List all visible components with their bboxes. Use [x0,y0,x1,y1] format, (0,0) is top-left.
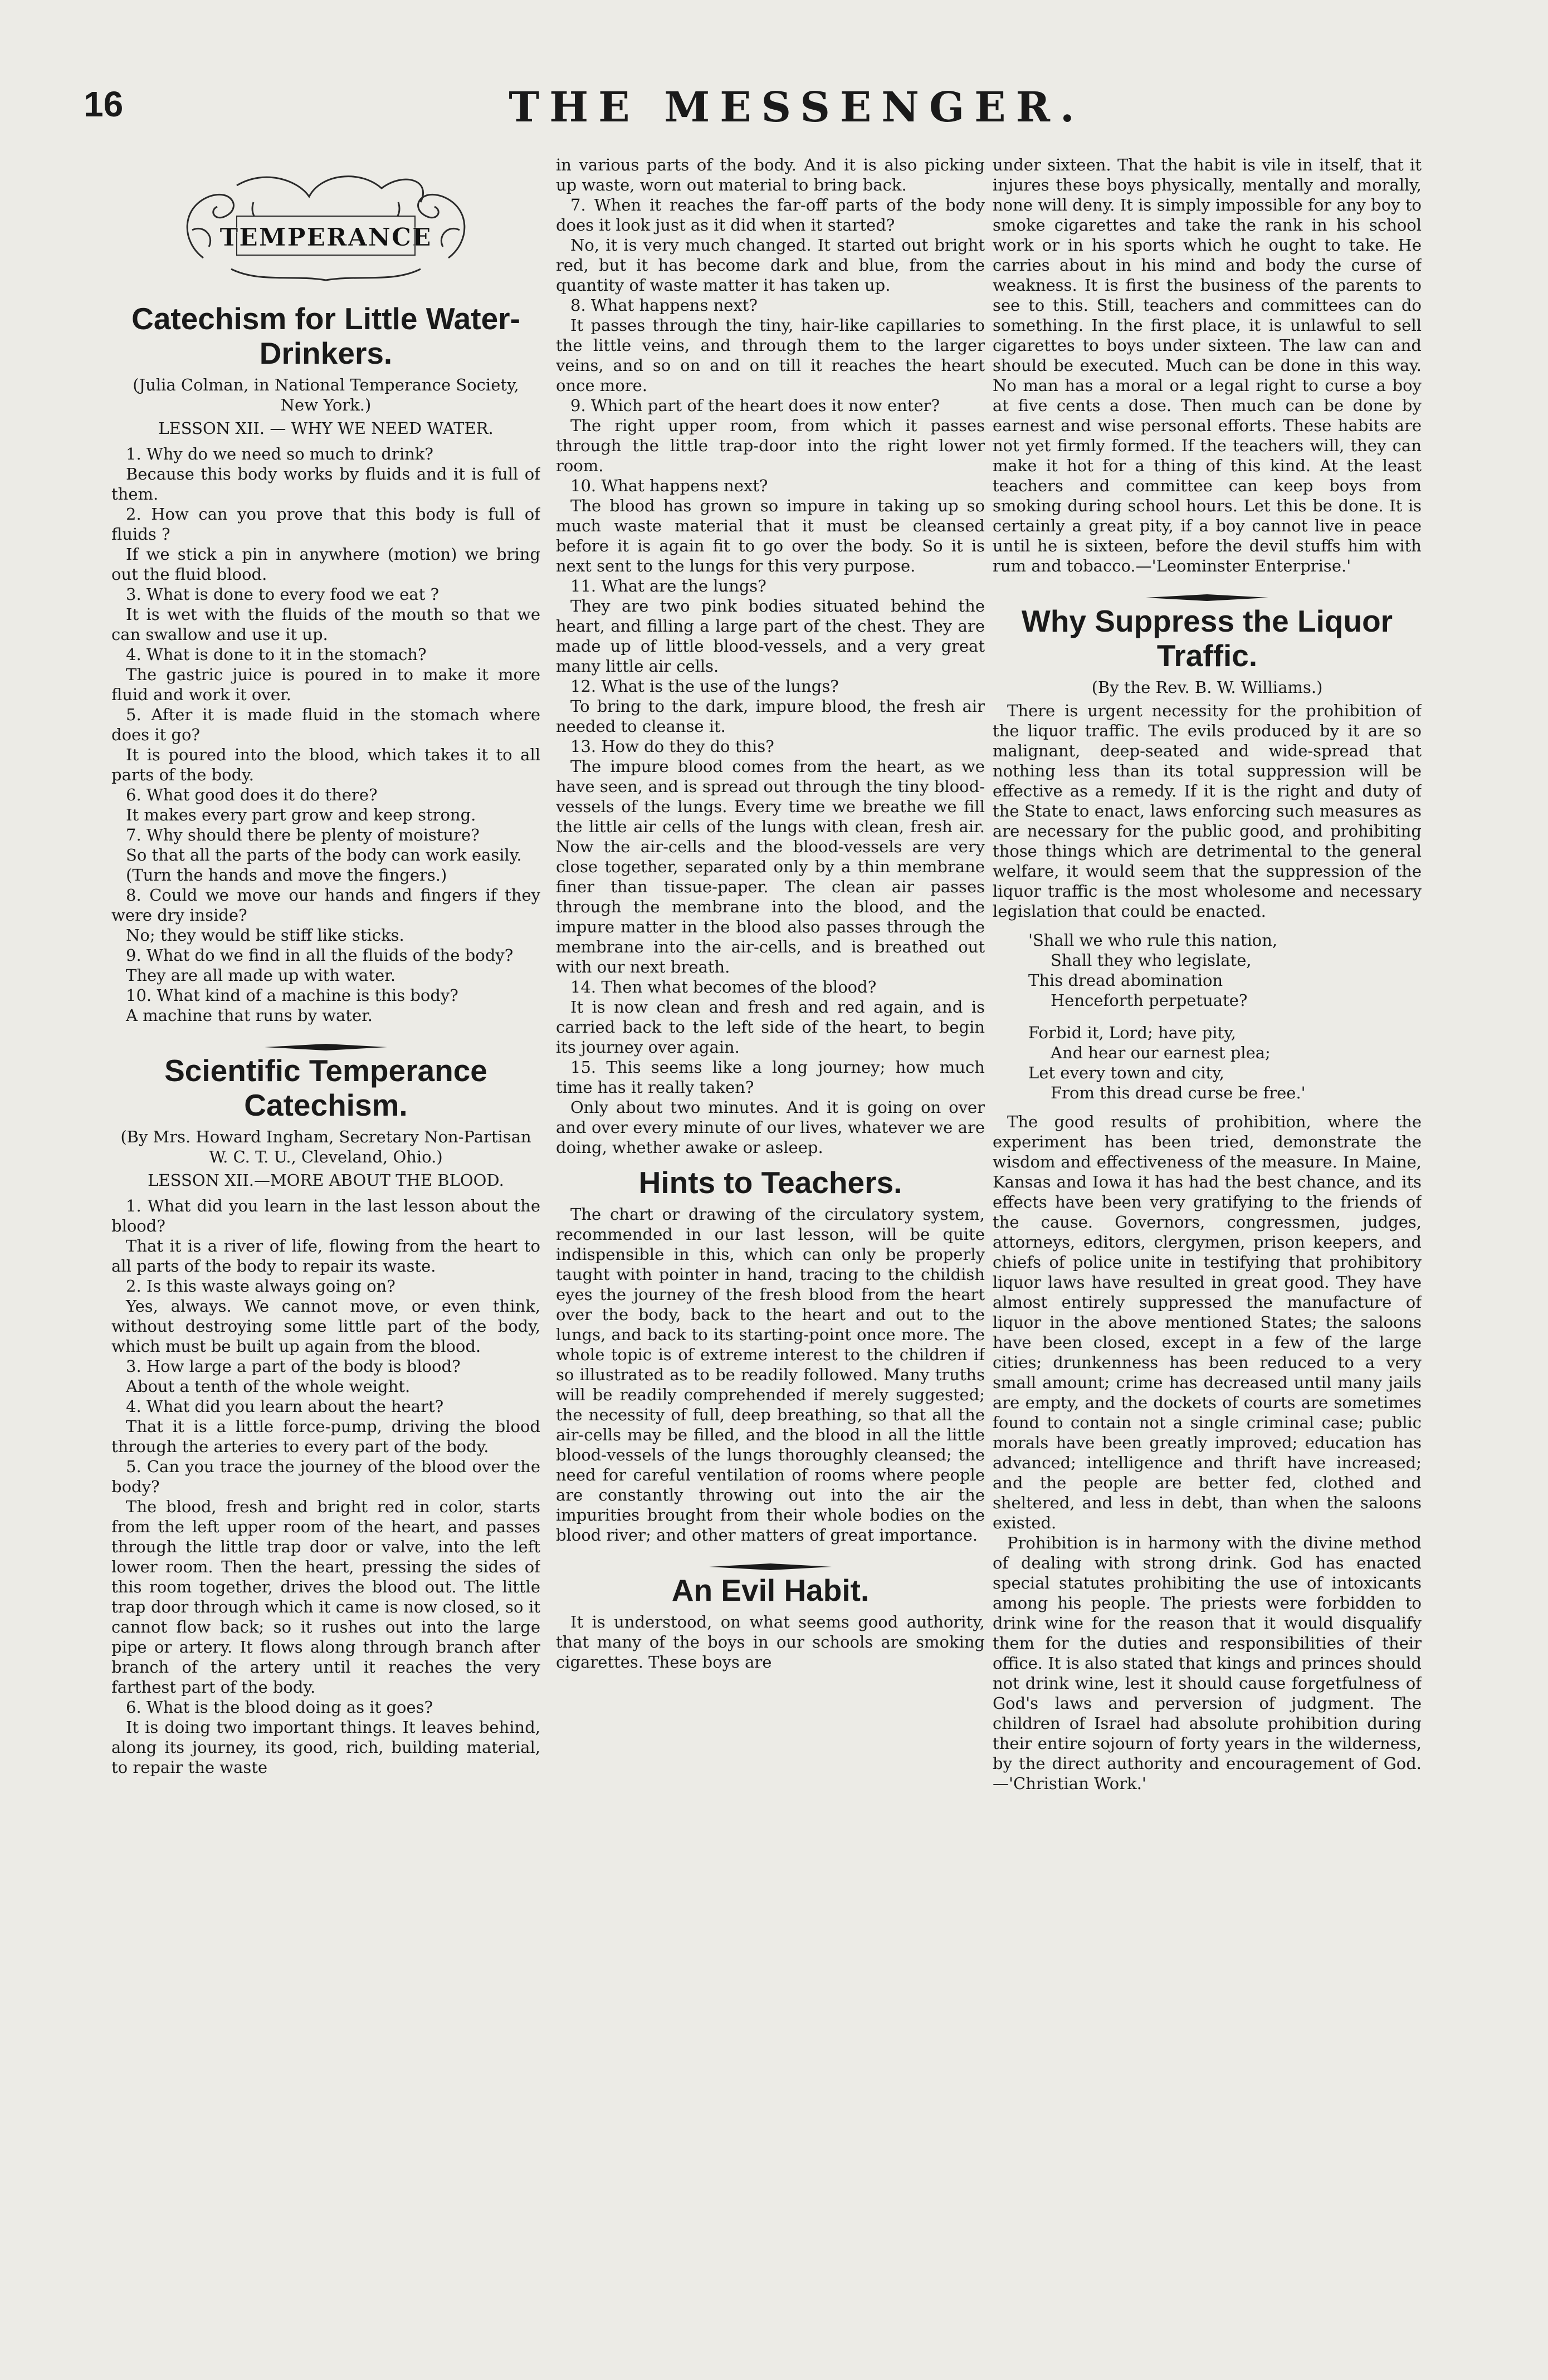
paragraph: 8. What happens next? [570,296,758,315]
paragraph: 4. What is done to it in the stomach? [126,645,427,664]
paragraph: 14. Then what becomes of the blood? [570,978,877,996]
paragraph: 6. What good does it do there? [126,785,378,804]
paragraph: Prohibition is in harmony with the divine method of dealing with strong drink. God has enacted special statutes prohibiting the use of intoxicants among his people. The priests were forbidden to drink wine for the reason that it would disqualify them for the duties and responsibilities of their office. It is also stated that kings and princes should not drink wine, lest it should cause forgetfulness of God's laws and perversion of judgment. The children of Israel had absolute prohibition during their entire sojourn of forty years in the wilderness, by the direct authority and encouragement of God. —'Christian Work.' [993,1533,1422,1793]
paragraph: To bring to the dark, impure blood, the fresh air needed to cleanse it. [556,697,985,736]
paragraph: It is poured into the blood, which takes it to all parts of the body. [111,745,540,784]
paragraph: 12. What is the use of the lungs? [570,677,839,696]
paragraph: 2. How can you prove that this body is full of fluids ? [111,505,540,544]
paragraph: It is now clean and fresh and red again, and is carried back to the left side of the heart, to begin its journey over again. [556,998,985,1057]
poem-line: 'Shall we who rule this nation, [1028,931,1278,950]
paragraph: They are two pink bodies situated behind the heart, and filling a large part of the chest. They are made up of little blood-vessels, and a very great many little air cells. [556,597,985,676]
paragraph: 3. How large a part of the body is blood? [126,1357,461,1376]
paragraph: That it is a little force-pump, driving the blood through the arteries to every part of the body. [111,1417,540,1456]
catechism2-lesson: LESSON XII.—MORE ABOUT THE BLOOD. [148,1171,504,1190]
paragraph: It makes every part grow and keep strong. [126,805,476,824]
paragraph: So that all the parts of the body can work easily. [126,846,522,864]
paragraph: 9. What do we find in all the fluids of the body? [126,946,514,965]
section-rule [709,1555,832,1563]
catechism1-body [111,444,540,1025]
catechism2-byline: (By Mrs. Howard Ingham, Secretary Non-Partisan W. C. T. U., Cleveland, Ohio.) [120,1127,531,1166]
paragraph: The gastric juice is poured in to make it more fluid and work it over. [111,665,540,704]
paragraph: It is doing two important things. It leaves behind, along its journey, its good, rich, building material, to repair the waste [111,1718,540,1777]
paragraph: The right upper room, from which it passes through the little trap-door into the right lower room. [556,416,985,475]
liquor-byline: (By the Rev. B. W. Williams.) [1091,678,1323,697]
logo-text: TEMPERANCE [219,223,432,252]
paragraph: under sixteen. That the habit is vile in itself, that it injures these boys physically, mentally and morally, none will deny. It is simply impossible for any boy to smoke cigarettes and take the rank in his school work or in his sports which he ought to take. He carries about in his mind and body the curse of weakness. It is first the business of the parents to see to this. Still, teachers and committees can do something. In the first place, it is unlawful to sell cigarettes to boys under sixteen. The law can and should be executed. Much can be done in this way. No man has a moral or a legal right to curse a boy at five cents a dose. Then much can be done by earnest and wise personal efforts. These habits are not yet firmly formed. If the teachers will, they can make it hot for a thing of this kind. At the least teachers and committee can keep boys from smoking during school hours. Let this be done. It is certainly a great pity, if a boy cannot live in peace until he is sixteen, before the devil stuffs him with rum and tobacco.—'Leominster Enterprise.' [993,155,1422,575]
paragraph: 1. Why do we need so much to drink? [126,444,433,463]
paragraph: It passes through the tiny, hair-like capillaries to the little veins, and through them to the larger veins, and so on and on till it reaches the heart once more. [556,316,985,395]
paragraph: 3. What is done to every food we eat ? [126,585,440,604]
liquor-title: Why Suppress the Liquor Traffic. [1021,604,1393,673]
paragraph: 5. Can you trace the journey of the blood over the body? [111,1457,540,1496]
paragraph: 15. This seems like a long journey; how much time has it really taken? [556,1058,985,1097]
catechism2-continued [556,155,985,1157]
poem-line: From this dread curse be free.' [1051,1083,1306,1102]
poem-line: Shall they who legislate, [1051,951,1252,970]
page-header [84,84,1510,134]
paragraph: 10. What kind of a machine is this body? [126,986,458,1005]
section-rule [265,1035,387,1043]
paragraph: Because this body works by fluids and it is full of them. [111,465,540,504]
paragraph: The impure blood comes from the heart, as we have seen, and is spread out through the tiny blood-vessels of the lungs. Every time we breathe we fill the little air cells of the lungs with clean, fresh air. Now the air-cells and the blood-vessels are very close together, separated only by a thin membrane finer than tissue-paper. The clean air passes through the membrane into the blood, and the impure matter in the blood also passes through the membrane into the air-cells, and is breathed out with our next breath. [556,757,985,976]
paragraph: Only about two minutes. And it is going on over and over every minute of our lives, whatever we are doing, whether awake or asleep. [556,1098,985,1157]
poem-line: Let every town and city, [1028,1063,1224,1082]
paragraph: 13. How do they do this? [570,737,774,756]
paragraph: It is understood, on what seems good authority, that many of the boys in our schools are smoking cigarettes. These boys are [556,1612,985,1672]
paragraph: No, it is very much changed. It started out bright red, but it has become dark and blue, from the quantity of waste matter it has taken up. [556,236,985,295]
column-middle [556,155,985,2216]
paragraph: 10. What happens next? [570,476,768,495]
paragraph: 4. What did you learn about the heart? [126,1397,444,1416]
section-rule [1146,586,1268,594]
paragraph: The chart or drawing of the circulatory system, recommended in our last lesson, will be quite indispensible in this, which can only be properly taught with pointer in hand, tracing to the childish eyes the journey of the fresh blood from the heart over the body, back to the heart and out to the lungs, and back to its starting-point once more. The whole topic is of extreme interest to the children if so illustrated as to be readily followed. Many truths will be readily comprehended if merely suggested; the necessity of full, deep breathing, so that all the air-cells may be filled, and the blood in all the little blood-vessels of the lungs thoroughly cleansed; the need for careful ventilation of rooms where people are constantly throwing out into the air the impurities brought from their whole bodies on the blood river; and other matters of great importance. [556,1205,985,1545]
catechism2-title: Scientific Temperance Catechism. [164,1053,487,1122]
catechism1-title: Catechism for Little Water-Drinkers. [131,301,520,370]
paragraph: 11. What are the lungs? [570,576,766,595]
paragraph: Yes, always. We cannot move, or even think, without destroying some little part of the body, which must be built up again from the blood. [111,1297,540,1356]
poem-line: Henceforth perpetuate? [1051,991,1248,1010]
poem-line: This dread abomination [1028,971,1223,990]
paragraph: (Turn the hands and move the fingers.) [126,866,447,884]
paragraph: 2. Is this waste always going on? [126,1277,395,1296]
paragraph: 5. After it is made fluid in the stomach where does it go? [111,705,540,744]
paragraph: A machine that runs by water. [126,1006,373,1025]
page-number: 16 [84,84,124,124]
catechism1-byline: (Julia Colman, in National Temperance Society, New York.) [133,375,519,414]
poem [1028,930,1422,1103]
paragraph: They are all made up with water. [126,966,396,985]
column-right [993,155,1422,2216]
paragraph: That it is a river of life, flowing from the heart to all parts of the body to repair its waste. [111,1237,540,1275]
masthead: THE MESSENGER. [509,84,1085,131]
paragraph: in various parts of the body. And it is also picking up waste, worn out material to bring back. [556,155,985,194]
paragraph: 6. What is the blood doing as it goes? [126,1698,433,1717]
paragraph: 1. What did you learn in the last lesson about the blood? [111,1196,540,1235]
temperance-logo-art [170,163,482,291]
catechism1-lesson: LESSON XII. — WHY WE NEED WATER. [158,419,494,438]
column-left [111,155,540,2216]
catechism2-body [111,1196,540,1777]
paragraph: There is urgent necessity for the prohibition of the liquor traffic. The evils produced by it are so malignant, deep-seated and wide-spread that nothing less than its total suppression will be effective as a remedy. If it is the right and duty of the State to enact, laws enforcing such measures as are necessary for the public good, and prohibiting those things which are detrimental to the general welfare, it would seem that the suppression of the liquor traffic is the most wholesome and necessary legislation that could be enacted. [993,701,1422,921]
paragraph: 9. Which part of the heart does it now enter? [570,396,940,415]
poem-line: And hear our earnest plea; [1051,1043,1271,1062]
paragraph: The good results of prohibition, where the experiment has been tried, demonstrate the wisdom and effectiveness of the measure. In Maine, Kansas and Iowa it has had the best chance, and its effects have been very gratifying to the friends of the cause. Governors, congressmen, judges, attorneys, editors, clergymen, prison keepers, and chiefs of police unite in testifying that prohibitory liquor laws have resulted in great good. They have almost entirely suppressed the manufacture of liquor in the above mentioned States; the saloons have been closed, except in a few of the large cities; drunkenness has been reduced to a very small amount; crime has decreased until many jails are empty, and the dockets of courts are sometimes found to contain not a single criminal case; public morals have been greatly improved; education has advanced; intelligence and thrift have increased; and the people are better fed, clothed and sheltered, and less in debt, than when the saloons existed. [993,1112,1422,1532]
paragraph: 8. Could we move our hands and fingers if they were dry inside? [111,886,540,925]
poem-line: Forbid it, Lord; have pity, [1028,1023,1236,1042]
paragraph: The blood has grown so impure in taking up so much waste material that it must be cleansed before it is again fit to go over the body. So it is next sent to the lungs for this very purpose. [556,496,985,575]
paragraph: No; they would be stiff like sticks. [126,926,404,945]
paragraph: The blood, fresh and bright red in color, starts from the left upper room of the heart, and passes through the little trap door or valve, into the left lower room. Then the heart, pressing the sides of this room together, drives the blood out. The little trap door through which it came is now closed, so it cannot flow back; so it rushes out into the large pipe or artery. It flows along through branch after branch of the artery until it reaches the very farthest part of the body. [111,1497,540,1697]
temperance-logo [170,163,482,291]
paragraph: 7. Why should there be plenty of moisture? [126,825,480,844]
paragraph: About a tenth of the whole weight. [126,1377,411,1396]
hints-title: Hints to Teachers. [638,1165,902,1200]
paragraph: It is wet with the fluids of the mouth so that we can swallow and use it up. [111,605,540,644]
paragraph: If we stick a pin in anywhere (motion) we bring out the fluid blood. [111,545,540,584]
evil-habit-title: An Evil Habit. [671,1573,870,1607]
paragraph: 7. When it reaches the far-off parts of the body does it look just as it did when it started? [556,196,985,234]
